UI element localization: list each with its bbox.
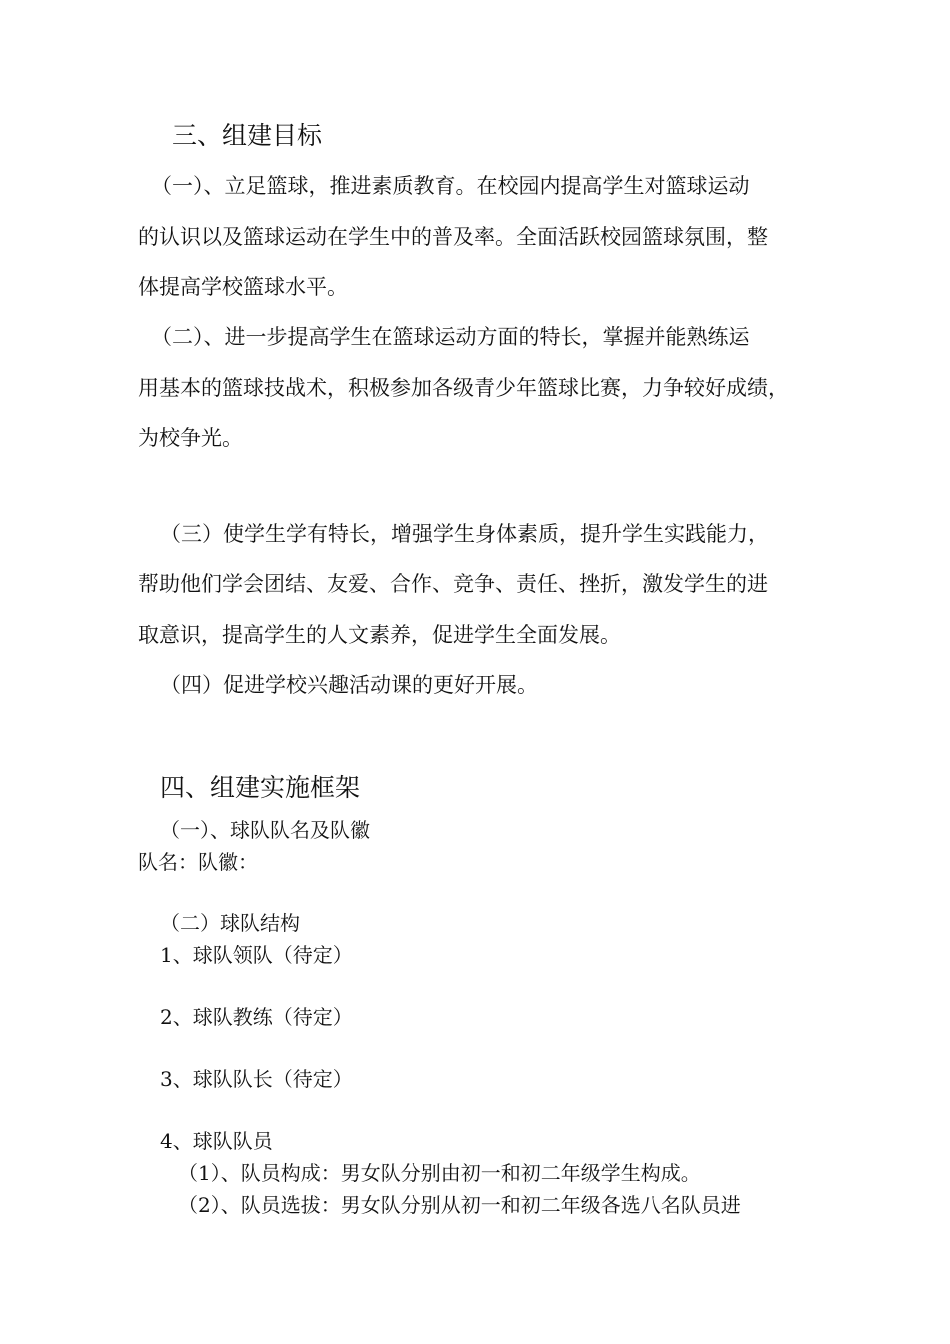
section-heading-framework: 四、组建实施框架 xyxy=(160,773,361,802)
paragraph-line: （一）、立足篮球，推进素质教育。在校园内提高学生对篮球运动 xyxy=(151,174,750,198)
subsection-title: （一）、球队队名及队徽 xyxy=(160,818,370,842)
paragraph-line: 为校争光。 xyxy=(138,426,243,450)
list-item: 3、球队队长（待定） xyxy=(160,1067,353,1091)
paragraph-line: （四）促进学校兴趣活动课的更好开展。 xyxy=(160,673,538,697)
section-heading-goals: 三、组建目标 xyxy=(172,121,323,150)
list-subitem: （1）、队员构成：男女队分别由初一和初二年级学生构成。 xyxy=(178,1161,701,1185)
subsection-title: （二）球队结构 xyxy=(160,911,300,935)
list-item: 1、球队领队（待定） xyxy=(160,943,353,967)
paragraph-line: 的认识以及篮球运动在学生中的普及率。全面活跃校园篮球氛围，整 xyxy=(138,225,768,249)
list-subitem: （2）、队员选拔：男女队分别从初一和初二年级各选八名队员进 xyxy=(178,1193,741,1217)
paragraph-line: （二）、进一步提高学生在篮球运动方面的特长，掌握并能熟练运 xyxy=(151,325,750,349)
paragraph-line: 帮助他们学会团结、友爱、合作、竞争、责任、挫折，激发学生的进 xyxy=(138,572,768,596)
list-item: 4、球队队员 xyxy=(160,1129,273,1153)
paragraph-line: 体提高学校篮球水平。 xyxy=(138,275,348,299)
list-item: 2、球队教练（待定） xyxy=(160,1005,353,1029)
team-name-emblem-line: 队名：队徽： xyxy=(138,850,258,874)
paragraph-line: 用基本的篮球技战术，积极参加各级青少年篮球比赛，力争较好成绩， xyxy=(138,376,789,400)
paragraph-line: 取意识，提高学生的人文素养，促进学生全面发展。 xyxy=(138,623,621,647)
paragraph-line: （三）使学生学有特长，增强学生身体素质，提升学生实践能力， xyxy=(160,522,769,546)
